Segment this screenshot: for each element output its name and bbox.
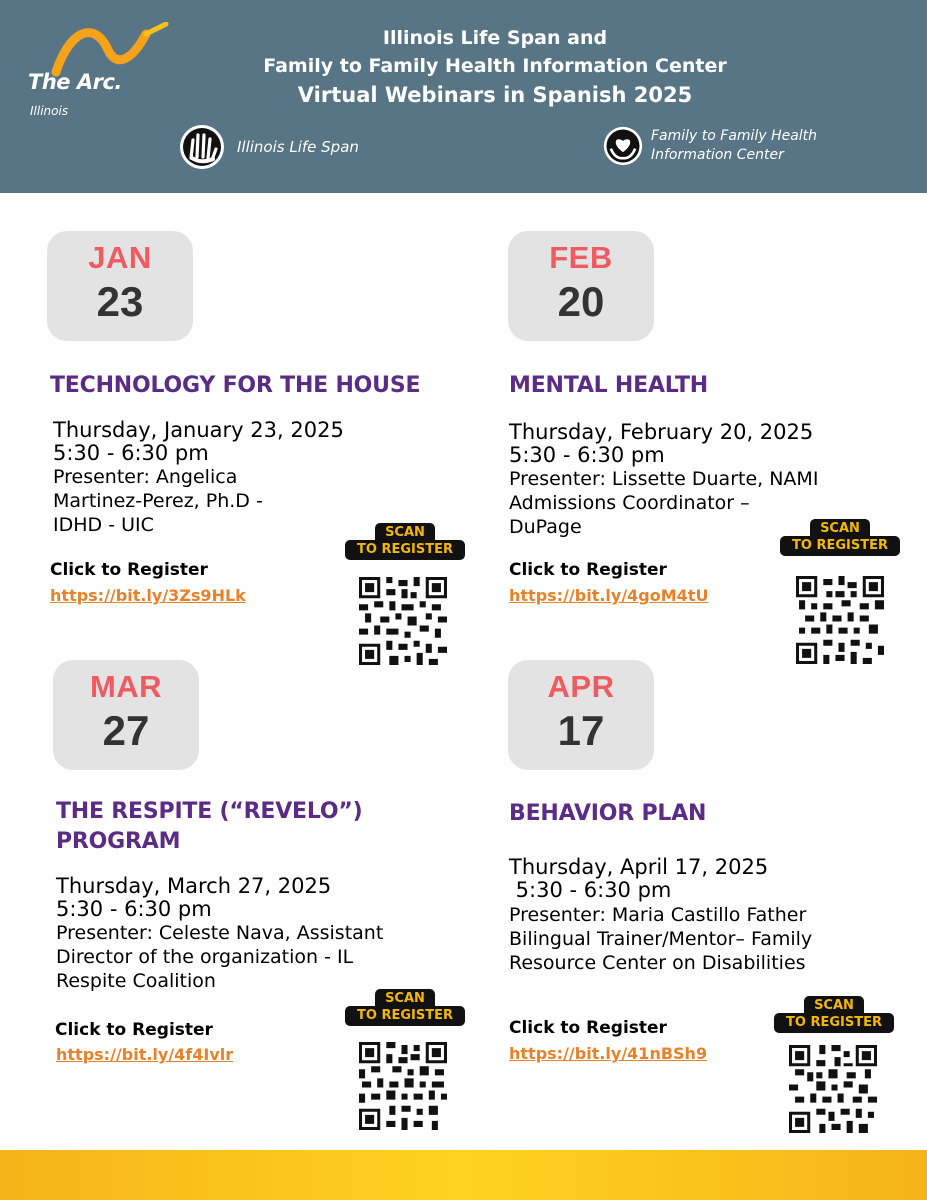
header-title-line3: Virtual Webinars in Spanish 2025 <box>297 83 693 107</box>
register-link[interactable]: https://bit.ly/41nBSh9 <box>509 1044 708 1063</box>
event-title <box>50 371 420 401</box>
scan-label: SCAN <box>810 519 870 536</box>
scan-label: SCAN <box>375 523 435 540</box>
presenter-line: Resource Center on Disabilities <box>509 952 806 974</box>
qr-code-icon[interactable] <box>796 576 884 664</box>
event-month: MAR <box>89 669 163 704</box>
family-to-family-line1: Family to Family Health <box>651 128 818 144</box>
date-badge-feb <box>508 231 654 341</box>
illinois-life-span-label: Illinois Life Span <box>237 137 359 156</box>
event-day: 17 <box>557 707 605 754</box>
register-link[interactable]: https://bit.ly/4f4Ivlr <box>56 1045 234 1064</box>
date-badge-apr <box>508 660 654 770</box>
event-title-line: THE RESPITE (“REVELO”) <box>56 799 363 824</box>
scan-to-register-badge <box>780 517 900 556</box>
logo-subtitle: Illinois <box>30 104 69 118</box>
event-time: 5:30 - 6:30 pm <box>509 878 672 902</box>
event-month: JAN <box>88 240 152 275</box>
header-banner <box>0 0 927 193</box>
click-to-register-label: Click to Register <box>50 560 208 580</box>
event-title-line: MENTAL HEALTH <box>509 373 708 398</box>
to-register-label: TO REGISTER <box>780 536 900 556</box>
hands-icon <box>179 124 225 170</box>
click-to-register-label: Click to Register <box>509 1018 667 1038</box>
presenter-line: Respite Coalition <box>56 970 216 992</box>
date-badge-jan <box>47 231 193 341</box>
event-presenter <box>53 465 263 537</box>
event-title-line: TECHNOLOGY FOR THE HOUSE <box>50 373 421 398</box>
presenter-line: DuPage <box>509 516 582 538</box>
family-to-family-label <box>651 127 817 165</box>
heart-hands-icon <box>603 126 643 166</box>
presenter-line: Martinez-Perez, Ph.D - <box>53 490 263 512</box>
presenter-line: Admissions Coordinator – <box>509 492 750 514</box>
click-to-register-label: Click to Register <box>509 560 667 580</box>
event-presenter <box>56 921 383 993</box>
scan-to-register-badge <box>345 521 465 560</box>
event-time: 5:30 - 6:30 pm <box>56 897 212 921</box>
event-presenter <box>509 467 818 539</box>
event-presenter <box>509 903 812 975</box>
scan-label: SCAN <box>804 996 864 1013</box>
header-title-line1: Illinois Life Span and <box>382 27 608 49</box>
event-title <box>509 799 706 829</box>
qr-code-icon[interactable] <box>359 1042 447 1130</box>
header-title-line2: Family to Family Health Information Center <box>263 55 727 77</box>
to-register-label: TO REGISTER <box>774 1013 894 1033</box>
qr-code-icon[interactable] <box>359 577 447 665</box>
scan-to-register-badge <box>345 987 465 1026</box>
event-date: Thursday, February 20, 2025 <box>509 420 814 444</box>
family-to-family-badge <box>603 126 817 166</box>
event-title <box>509 371 708 401</box>
event-time: 5:30 - 6:30 pm <box>509 443 665 467</box>
register-link[interactable]: https://bit.ly/4goM4tU <box>509 586 709 605</box>
event-date: Thursday, March 27, 2025 <box>56 874 332 898</box>
event-title <box>56 797 363 857</box>
event-day: 27 <box>102 707 150 754</box>
to-register-label: TO REGISTER <box>345 540 465 560</box>
click-to-register-label: Click to Register <box>55 1020 213 1040</box>
presenter-line: Presenter: Celeste Nava, Assistant <box>56 922 384 944</box>
event-date: Thursday, January 23, 2025 <box>53 418 344 442</box>
logo-name: The Arc. <box>28 70 122 94</box>
family-to-family-line2: Information Center <box>651 147 784 163</box>
event-date: Thursday, April 17, 2025 <box>509 855 769 879</box>
footer-bar <box>0 1150 927 1200</box>
event-day: 20 <box>557 278 605 325</box>
event-time: 5:30 - 6:30 pm <box>53 441 209 465</box>
presenter-line: Director of the organization - IL <box>56 946 354 968</box>
presenter-line: Bilingual Trainer/Mentor– Family <box>509 928 813 950</box>
event-day: 23 <box>96 278 144 325</box>
presenter-line: IDHD - UIC <box>53 514 154 536</box>
register-link[interactable]: https://bit.ly/3Zs9HLk <box>50 586 246 605</box>
date-badge-mar <box>53 660 199 770</box>
scan-label: SCAN <box>375 989 435 1006</box>
presenter-line: Presenter: Lissette Duarte, NAMI <box>509 468 819 490</box>
event-title-line: PROGRAM <box>56 829 181 854</box>
presenter-line: Presenter: Angelica <box>53 466 238 488</box>
event-title-line: BEHAVIOR PLAN <box>509 801 707 826</box>
qr-code-icon[interactable] <box>789 1045 877 1133</box>
to-register-label: TO REGISTER <box>345 1006 465 1026</box>
presenter-line: Presenter: Maria Castillo Father <box>509 904 807 926</box>
scan-to-register-badge <box>774 994 894 1033</box>
illinois-life-span-badge <box>179 124 359 170</box>
event-month: APR <box>547 669 615 704</box>
event-month: FEB <box>549 240 613 275</box>
